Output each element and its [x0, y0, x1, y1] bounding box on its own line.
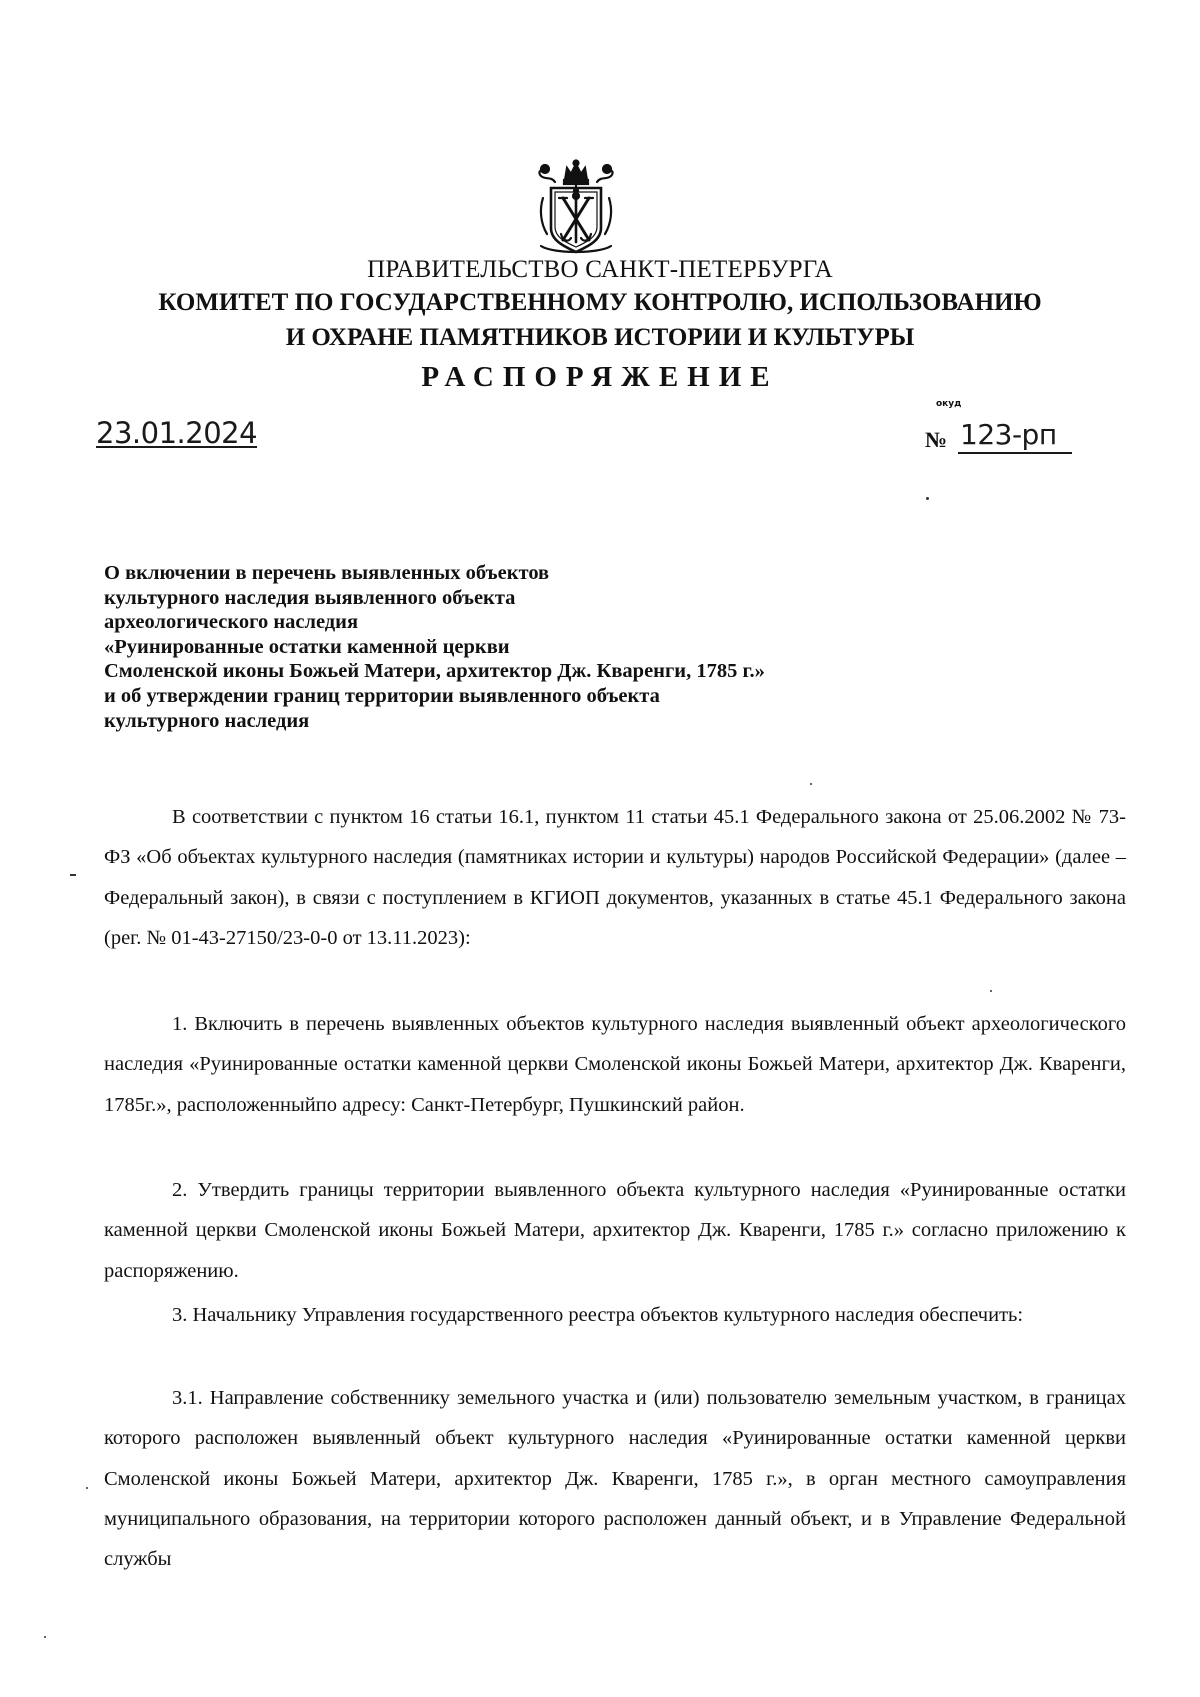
subject-line: Смоленской иконы Божьей Матери, архитектор Дж. Кваренги, 1785 г.» — [104, 660, 765, 683]
subject-line: культурного наследия — [104, 709, 310, 732]
item-2-paragraph: 2. Утвердить границы территории выявленного объекта культурного наследия «Руинированные остатки каменной церкви Смоленской иконы Божьей Матери, архитектор Дж. Кваренги, 1785 г.» согласно приложению к распоряжению. — [104, 1179, 1126, 1282]
government-title: ПРАВИТЕЛЬСТВО САНКТ-ПЕТЕРБУРГА — [367, 256, 833, 283]
subject-line: и об утверждении границ территории выявленного объекта — [104, 684, 660, 707]
committee-title-line1: КОМИТЕТ ПО ГОСУДАРСТВЕННОМУ КОНТРОЛЮ, ИСПОЛЬЗОВАНИЮ — [158, 289, 1042, 316]
scan-speck — [810, 783, 812, 785]
scan-speck — [70, 874, 76, 876]
item-1-paragraph: 1. Включить в перечень выявленных объектов культурного наследия выявленный объект археологического наследия «Руинированные остатки каменной церкви Смоленской иконы Божьей Матери, архитектор Дж. Кваренги, 1785г.», расположенныйпо адресу: Санкт-Петербург, Пушкинский район. — [104, 1013, 1126, 1116]
subject-line: культурного наследия выявленного объекта — [104, 586, 516, 609]
okud-label: окуд — [936, 399, 962, 409]
subject-line: «Руинированные остатки каменной церкви — [104, 635, 510, 658]
preamble-paragraph: В соответствии с пунктом 16 статьи 16.1, пунктом 11 статьи 45.1 Федерального закона от 25.06.2002 № 73-ФЗ «Об объектах культурного наследия (памятниках истории и культуры) народов Российской Федерации» (далее – Федеральный закон), в связи с поступлением в КГИОП документов, указанных в статье 45.1 Федерального закона (рег. № 01-43-27150/23-0-0 от 13.11.2023): — [104, 806, 1126, 949]
scan-speck — [926, 497, 929, 500]
subject-line: археологического наследия — [104, 611, 359, 634]
committee-title-line2: И ОХРАНЕ ПАМЯТНИКОВ ИСТОРИИ И КУЛЬТУРЫ — [285, 324, 915, 351]
order-number-underline — [958, 452, 1072, 454]
saint-petersburg-coat-of-arms-icon — [533, 158, 619, 258]
item-3-1-paragraph: 3.1. Направление собственнику земельного участка и (или) пользователю земельным участком, в границах которого расположен выявленный объект культурного наследия «Руинированные остатки каменной церкви Смоленской иконы Божьей Матери, архитектор Дж. Кваренги, 1785 г.», в орган местного самоуправления муниципального образования, на территории которого расположен данный объект, и в Управление Федеральной службы — [104, 1387, 1126, 1571]
item-3-paragraph: 3. Начальнику Управления государственного реестра объектов культурного наследия обеспечить: — [172, 1304, 1024, 1326]
order-number: 123-рп — [960, 418, 1057, 451]
order-subject — [104, 561, 765, 733]
scan-speck — [86, 1487, 88, 1489]
scan-speck — [44, 1636, 46, 1638]
order-number-sign: № — [925, 427, 948, 452]
scan-speck — [990, 990, 992, 992]
order-date: 23.01.2024 — [96, 416, 258, 450]
order-title: РАСПОРЯЖЕНИЕ — [421, 361, 779, 393]
subject-line: О включении в перечень выявленных объектов — [104, 562, 550, 584]
